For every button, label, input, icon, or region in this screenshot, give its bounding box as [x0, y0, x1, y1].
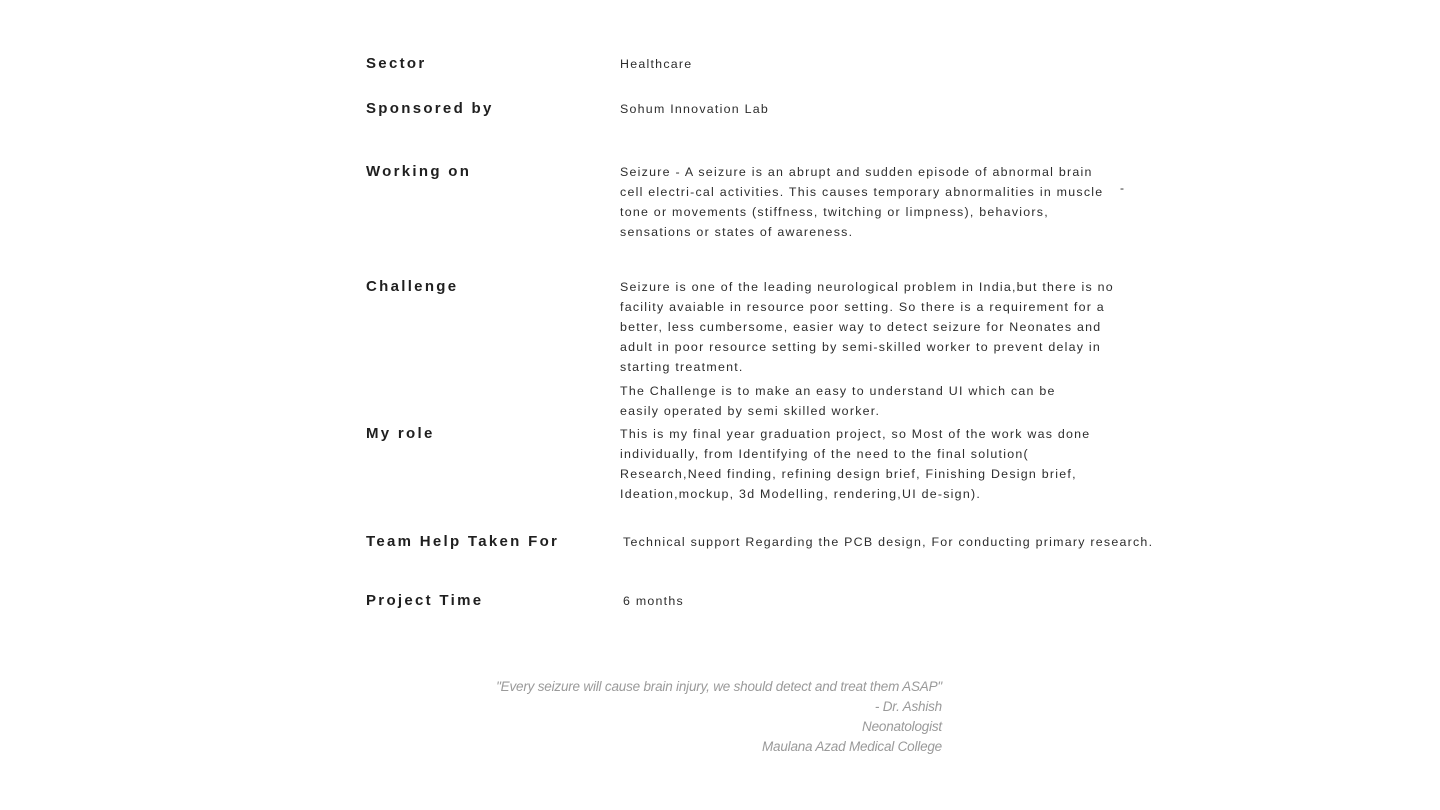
my-role-value	[620, 424, 1135, 504]
stray-dash-mark: -	[1120, 181, 1124, 195]
my-role-label: My role	[366, 425, 435, 442]
quote-author: - Dr. Ashish	[874, 699, 942, 714]
team-help-value: Technical support Regarding the PCB design, For conducting primary research.	[623, 535, 1154, 549]
working-on-label: Working on	[366, 163, 472, 180]
testimonial-quote	[496, 677, 942, 757]
my-role-text: This is my final year graduation project, so Most of the work was done individually, from Identifying of the need to the final solution( Research,Need finding, refining design brief, Finishing Design brief, Ideation,mockup, 3d Modelling, rendering,UI de-sign).	[620, 427, 1091, 501]
sector-value: Healthcare	[620, 57, 693, 71]
quote-role: Neonatologist	[862, 719, 942, 734]
challenge-label: Challenge	[366, 278, 459, 295]
challenge-paragraph-1: Seizure is one of the leading neurological problem in India,but there is no facility avaiable in resource poor setting. So there is a requirement for a better, less cumbersome, easier way to detect seizure for Neonates and adult in poor resource setting by semi-skilled worker to prevent delay in starting treatment.	[620, 280, 1114, 374]
sector-label: Sector	[366, 55, 427, 72]
working-on-text: Seizure - A seizure is an abrupt and sudden episode of abnormal brain cell electri-cal activities. This causes temporary abnormalities in muscle tone or movements (stiffness, twitching or limpness), behaviors, sensations or states of awareness.	[620, 165, 1104, 239]
working-on-value	[620, 162, 1120, 242]
quote-text: "Every seizure will cause brain injury, we should detect and treat them ASAP"	[496, 679, 942, 694]
project-time-value: 6 months	[623, 594, 684, 608]
team-help-label: Team Help Taken For	[366, 533, 560, 550]
quote-institution: Maulana Azad Medical College	[761, 739, 942, 754]
challenge-paragraph-2: The Challenge is to make an easy to understand UI which can be easily operated by semi skilled worker.	[620, 384, 1056, 418]
sponsored-by-label: Sponsored by	[366, 100, 494, 117]
project-time-label: Project Time	[366, 592, 484, 609]
challenge-value	[620, 277, 1125, 421]
sponsored-by-value: Sohum Innovation Lab	[620, 102, 769, 116]
